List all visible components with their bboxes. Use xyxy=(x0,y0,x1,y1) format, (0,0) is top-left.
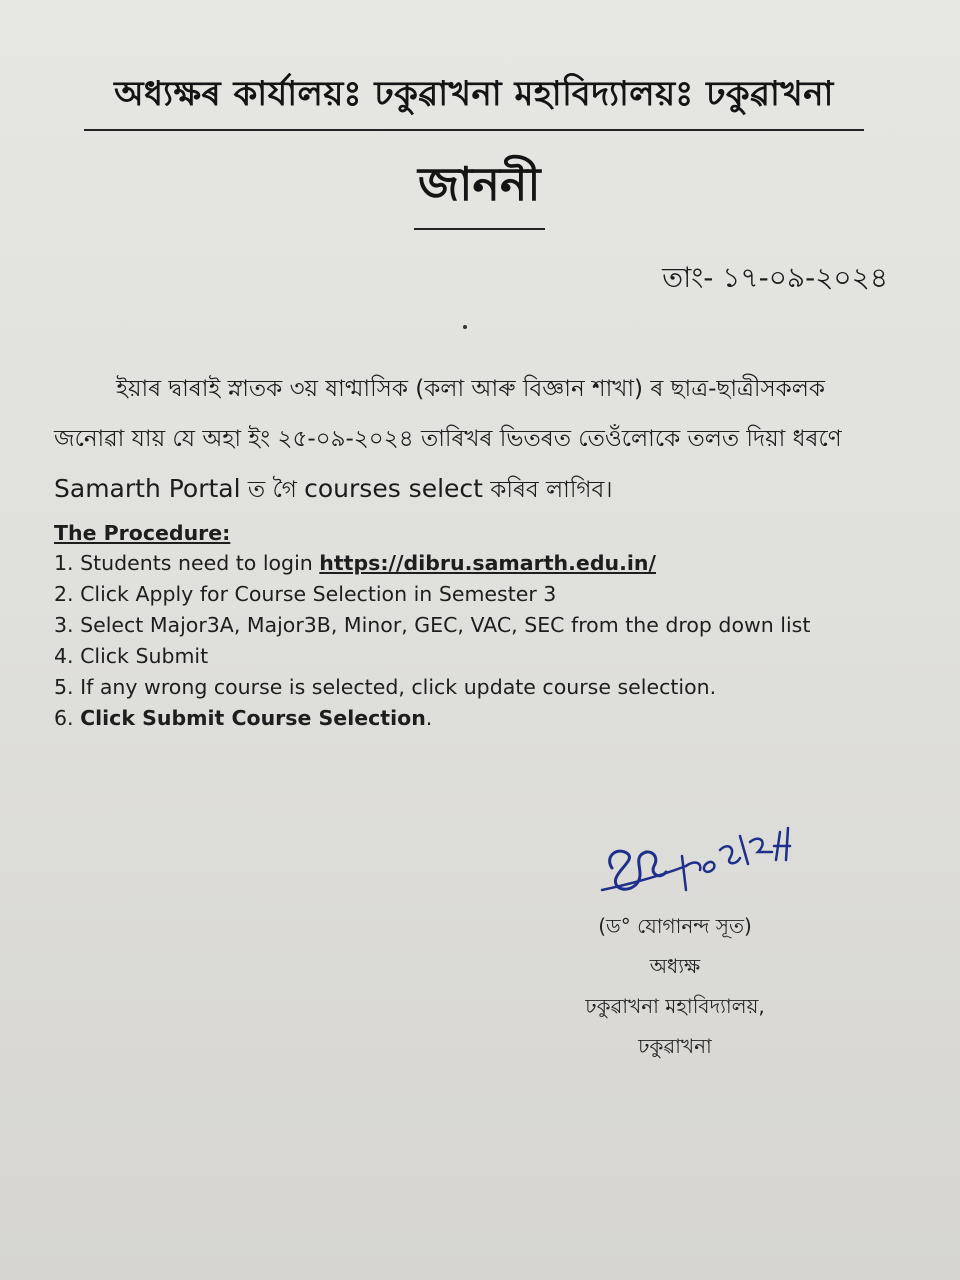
college-name: ঢকুৱাখনা মহাবিদ্যালয়, xyxy=(585,994,765,1018)
procedure-section xyxy=(54,518,914,734)
body-line-2: জনোৱা যায় যে অহা ইং ২৫-০৯-২০২৪ তাৰিখৰ ভিতৰত তেওঁলোকে তলত দিয়া ধৰণে xyxy=(54,426,842,452)
office-header: অধ্যক্ষৰ কাৰ্যালয়ঃ ঢকুৱাখনা মহাবিদ্যালয়ঃ ঢকুৱাখনা xyxy=(84,68,864,131)
step-6-period: . xyxy=(425,706,433,730)
procedure-steps xyxy=(54,548,914,734)
courses-select-text: courses select xyxy=(304,474,483,503)
handwritten-signature xyxy=(590,820,810,910)
step-4: 4. Click Submit xyxy=(54,644,209,668)
signature-block xyxy=(560,906,790,1066)
body-line-3-connector: ত গৈ xyxy=(240,477,305,503)
step-6-bold-text: Click Submit Course Selection xyxy=(80,706,426,730)
portal-name: Samarth Portal xyxy=(54,474,241,503)
notice-title: জাননী xyxy=(414,150,545,230)
principal-name: (ড° যোগানন্দ সূত) xyxy=(598,914,752,938)
step-1 xyxy=(54,548,914,579)
notice-date: তাং- ১৭-০৯-২০২৪ xyxy=(662,261,888,294)
step-6-number: 6. xyxy=(54,706,81,730)
body-line-3 xyxy=(54,464,904,515)
procedure-title: The Procedure: xyxy=(54,521,231,545)
step-5: 5. If any wrong course is selected, click update course selection. xyxy=(54,675,717,699)
step-3: 3. Select Major3A, Major3B, Minor, GEC, VAC, SEC from the drop down list xyxy=(54,613,811,637)
step-1-text: 1. Students need to login xyxy=(54,551,320,575)
ink-speck xyxy=(463,325,467,329)
principal-designation: অধ্যক্ষ xyxy=(649,954,701,978)
notice-body xyxy=(54,364,904,515)
step-2: 2. Click Apply for Course Selection in Semester 3 xyxy=(54,582,557,606)
step-6 xyxy=(54,703,914,734)
body-line-1: ইয়াৰ দ্বাৰাই স্নাতক ৩য় ষাণ্মাসিক (কলা আৰু বিজ্ঞান শাখা) ৰ ছাত্ৰ-ছাত্ৰীসকলক xyxy=(116,376,825,402)
body-line-3-end: কৰিব লাগিব। xyxy=(482,477,613,503)
college-place: ঢকুৱাখনা xyxy=(638,1034,712,1058)
portal-url-link[interactable]: https://dibru.samarth.edu.in/ xyxy=(319,551,656,575)
